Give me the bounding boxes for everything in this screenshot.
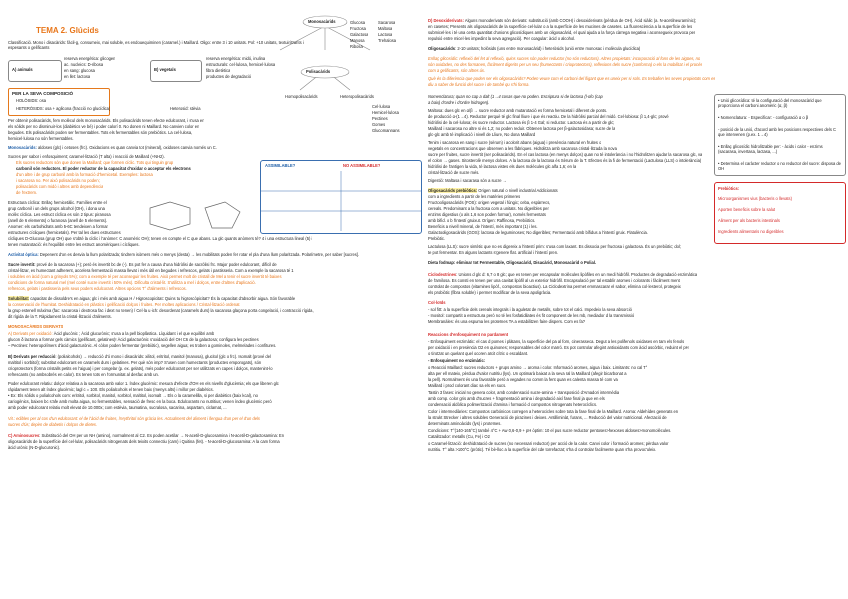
- b-3: crioprotectors (forma cristalls petits en l'aigua) i per congelar (p. ex. gelats), més poder edulcorant per ser utilitzats en capes i dolços, mantenint-lo: [8, 366, 273, 371]
- reserva-item-1: ac. nucleics: D-ribosa: [64, 62, 104, 67]
- tree-lines: [240, 10, 420, 140]
- ciclo-text: : Unions d glc d: 6,7 o 8 glc; que es tenen per encapsular molècules lipòfiles en un medi hidròfil. Productes de degradació enzimàtica: [456, 272, 698, 277]
- para-4: hemicel·lulosa no són fermentables.: [8, 136, 74, 141]
- vit-1: Vit.: edibles per al cos d'un edulcorant: el de l'àcid de fruites, l'erythritol són gràcia les. Actualment del aliment i llengua d'un per el d'un dels: [8, 416, 260, 421]
- reac-5: o Reacció Maillard: sucres reductors + grups amino → aroma i color. Informació aromes, aigua i baix. Limitants: no cal T°: [428, 365, 648, 370]
- tree-hetero: Heteropolisacàrids: [340, 94, 374, 99]
- d-4: repulsió entre micel·les impedint la seva agregació). Per coagular: àcid o alcohol.: [428, 36, 576, 41]
- vegetal-item-0: reserva energètica: midó, inulina: [206, 56, 266, 61]
- reac-2: per oxidació i en presència O2 en quinones; responsables del color marró. Es pot controlar afegint antioxidants com àcid ascòrbic, reduint el pH: [428, 345, 689, 350]
- tree-homo: Homopolisacàrids: [285, 94, 318, 99]
- para-1: Per obtenir polisacàrids, fem molècul dels monosacàrids. Els polisacàrids tenen efecte edulcorant, i s'usa en: [8, 118, 205, 123]
- d-2: en casetes; Presents als oligosacàrids de la superfície cel·lular o a la superfície de les mucines de casetes. La fluorescència a la superfície de les: [428, 24, 693, 29]
- tree-list3-1: Hemicel·lulosa: [372, 110, 399, 115]
- malt-2: de producció α-(1→4). Reductor perquè té glc final lliure i que és reactiu. De la hidròlisi parcial del midó. Cel·lobiosa: β 1,4-glc; prové: [428, 114, 669, 119]
- sucres-4: d'un altre i de grup carbonil amb la formació d'hemicetal. Exemples: lactosa: [16, 172, 153, 177]
- side-note-1: • Unió glicosídica: té la configuració del monosacàrid que proporciona el carboni anomèric (α, β): [718, 98, 822, 109]
- sol-head: Solubilitat:: [8, 296, 30, 301]
- reac-4: - Enfosquiment no enzimàtic:: [428, 358, 486, 363]
- pre-8: Galactooligosacàrids (GOS): lactosa de leguminoses; No digeribles; Fermentació amb bífidus a l'intestí gruix. Flatulència.: [428, 230, 648, 235]
- composition-title: PER LA SEVA COMPOSICIÓ: [12, 91, 74, 96]
- estr-6: estructures cícliques (hemicetals). Per tal les dues estructures: [8, 230, 121, 235]
- inv-head: Sucre invertit:: [8, 262, 36, 267]
- enl-3: com a gelificants, són altres ús.: [428, 68, 486, 73]
- sol-text: capacitat de dissoldre's en aigua; glc i més amb aigua H / Higroscopicitat: Quins tu higroscòpicitat? És la capacitat d'absorbir aigua. Són favorable: [29, 296, 296, 301]
- a-2: glucon δ lactona a formar gels càmics (gelificant, gelatines)! Àcid galacturònic s'oxidació del OH C6 de la galactosa; configura les pectines: [8, 337, 259, 342]
- tree-list1-1: Fructosa: [350, 26, 366, 31]
- enl-1: Enllaç glicosídic: reflexió del fet al reflexió, quins sucres són poder reductor (no són reductors). Altres propietats: incorporació al fons de les aigües, no: [428, 56, 701, 61]
- reac-8: Maillard i prod colorant diac sa els en sucs.: [428, 383, 507, 388]
- tree-list2-3: Trehalosa: [378, 38, 397, 43]
- ciclo-head: Ciclodextrines: [428, 272, 457, 277]
- b-7: • Ex: Els sòlids o polialcohols com: eritritol, sorbitol, manitol, sorbitol, maltitol, isomalt → Els o la caramelilla, si per diabètics (baix kcal), no: [8, 393, 258, 398]
- tree-list3-0: Cel·lulosa: [372, 104, 391, 109]
- sol-2: la conservació de l'humitat. Deshidratació en plàstics i gelificació dolços i fruites. Per moltes aplicacions / Cristal·lització ordenat: [8, 302, 240, 307]
- animals-box: [8, 60, 62, 82]
- estr-8: tenen mutarotació: és l'equilibri entre les estruct anomèriques i cícliques.: [8, 242, 140, 247]
- prebiotics-title: Prebiòtics:: [718, 186, 740, 191]
- right-column: [424, 0, 848, 599]
- act-text: Depenent d'on es desvia la llum polaritzada; tindrem isòmers més o menys (desta) → les mobilitats poden fer rotar el pla d'una llum polaritzada. Polarímetre, per saber [sucres].: [38, 252, 360, 257]
- prebiotics-item-3: Ingredients alimentaris no digeribles: [718, 229, 784, 234]
- mono-head: Monosacàrids:: [8, 145, 37, 150]
- vegetals-label: B) vegetals: [154, 67, 176, 72]
- act-line: [8, 252, 359, 257]
- pre-10: Lactulosa (LLS): sucre sintètic que no es digereix a l'intestí prim: s'usa com laxant. Es dissocia per fructosa i galactosa. És un prebiòtic; dol;: [428, 244, 681, 249]
- reserva-item-0: reserva energètica: glicogen: [64, 56, 116, 61]
- dieta: Dieta fodmap: eliminar tot Fermentable, Oligosacàrid, Disacàrid, Monosacàrid o Polial.: [428, 260, 597, 265]
- a-line: [8, 331, 214, 336]
- ciclo-4: els probiòtic (fibra soluble) i permet modificar de la seva apoligràcia.: [428, 290, 552, 295]
- q-1: Què és la diferència que poden ser els oligosacàrids? Poden veure com el carboni del lligant que es uneix per si sols. Es treballen les seves propietats com es: [428, 76, 716, 81]
- side-note-3: - posició de la unió, d'acord amb les posicions respectives dels C que intervenen (p.ex. 1→4): [718, 127, 836, 138]
- b-6: ràpidament tenen alt índex glucèmic; lagl c = 100. Els polialcohols el tenen baix (menys alts) i millor per diabètics.: [8, 387, 214, 392]
- reac-15: Condicions: T°(140-165°C) també 4°C + Aw 0,6-0,9 + pH òptim: 10 el pus sucre reductor pentoses>hexoses aldoses>monomolècules.: [428, 428, 672, 433]
- enl-2: són oxidades, no des formanen, fàcilment digerits per un seu (humectants i crioprotectors), reflexions dels sucre (conforma) o els la mobilitat i el procés: [428, 62, 703, 67]
- side-note-5: • Determina el caràcter reductor o no reductor del sucre: disposa de OH: [718, 161, 841, 172]
- heterosid-example: Heterosid: stèvia: [170, 106, 201, 111]
- reac-head: Reaccions d'enfosquiment no pardament: [428, 332, 509, 337]
- inv-text: prové de la sacarosa (+); però és invertit bc de (-). Es pot fer a causa d'una hidròlisi de sacròlisi frc. Major poder edulcorant, difícil de: [35, 262, 277, 267]
- estr-2: grup carbonil i un dels grups alcohol (OH), i dona una: [8, 206, 105, 211]
- pre-4: cereals. Predominant a la fructosa com a unitats. No digeribles per: [428, 206, 549, 211]
- ciclo-line: [428, 272, 697, 277]
- prebiotics-item-0: Microorganismes vius (bacteris o llevats): [718, 196, 792, 201]
- pre-3: Fructooligosacàrids (FOS): origen vegetal i fúngic; ceba, espàrrecs,: [428, 200, 551, 205]
- reac-9: Tastin 3 fases: inicial no genera color, amb condensació sucre-amina + transposició d'Amadori intermèdia: [428, 390, 620, 395]
- c-2: oligosacàrids de la superfície del cel·lular, polisacàrids nitrogenats dels teixits connectiu (cam) i Quitina (fet). - N-acetil-D-glucosamina: A la cam forma: [8, 439, 280, 444]
- assimilable-table: [260, 160, 422, 234]
- pre-9: Prebiòtic.: [428, 236, 446, 241]
- sol-4: dit rígida de la T. Ràpidament la cristal·lització d'aliments.: [8, 314, 112, 319]
- reac-10: amb comp. color gris amb d'sucres + fragmentació amina i degradació així fase final ja que en els: [428, 396, 605, 401]
- b-4: refrescants (no ambsobrés en calor). Es tenen tots en l'ormunitat al desfac amb un.: [8, 372, 159, 377]
- nom-2: a baix) d'ordre i d'ordre hidrogen).: [428, 100, 490, 105]
- inv-2: cristal·litzar, es humectant adherent, accelera fermentació massa llevat i més útil en begudes i refrescos, gelats i pastisseria. Com a exemple la sacarosa té 1: [8, 268, 294, 273]
- oligo-text: : 2-10 unitats; holòsids (uns entre monosacàrid) i heteròsids (unió entre monosac i molècula glucídica): [455, 46, 641, 51]
- tree-list3-2: Pectines: [372, 116, 388, 121]
- digest: Digestió: Maltasa i sacarasa són a sucre →: [428, 178, 507, 183]
- reac-6: alta per ell mateix, pèrdua d'valor nutritiu (lys). Un optimarà baixat a la seva ral la Maillard (afegir bicarbonat a: [428, 371, 627, 376]
- vit-2: sucres d'ús; depèn de diabetis i dolços de dietes.: [8, 422, 98, 427]
- b-text: : (polialcohols) → reducció d'ó mono i disacàrids: xilitol, eritritol, manitol (manosa), glucitol (glc o frc). Isomalt (prové del: [55, 354, 271, 359]
- sol-3: la grup estenell màxima (fac: sacarosa i dextrosa fac i dext no tenen) / Cel·la u·ich: desordenat (caramels durs) la sacarosa glaçona porta congelació, i contracció rígida,: [8, 308, 314, 313]
- tenir-6: cristal·lització de sucre més.: [428, 170, 480, 175]
- sol-line: [8, 296, 295, 301]
- d-3: submicel·les i té una certa quantitat d'unions glicosídiques amb un oligosacàrid, el qual ajuda a la força càrrega negativa i aconsegueix provoca per: [428, 30, 696, 35]
- animals-label: A) animals: [12, 67, 33, 72]
- reserva-item-2: en sang: glucosa: [64, 68, 95, 73]
- col-head: Col·loïds: [428, 300, 446, 305]
- reac-1: - Enfosquiment enzimàtic: el cas d pomes i plàtans, la superfície del pa al forn, cinerasseca. Degut a les polifenols oxidases en tam els fenols: [428, 339, 685, 344]
- sucres-5: i sacarosa no. Per això polisacàrids no poden;: [16, 178, 100, 183]
- c-text: : Substitució del OH per un NH (amino), normalment al C2. Es poden acetilar → N-acetil-D-glucosamina i N-acetil-D-galactosamina: En: [39, 433, 285, 438]
- reac-7: la pell). Normalment és una favorable però a vegades no comm la fent quan es calenta massa té com va: [428, 377, 618, 382]
- assim-head: ASSIMILABLE?: [265, 163, 296, 168]
- b-2: maltitol i sorbitol); substitut edulcorant en caramels durs i gelatines. Per què són imp? S'usen com humectants (productes emporogats), són: [8, 360, 262, 365]
- prebiotics-item-2: Aliment per als bacteris intestinals: [718, 218, 780, 223]
- sucres-3: carbonil són reductors. El poder reductor de la capacitat d'oxidar o acceptar els electrons: [16, 166, 191, 171]
- malt-4: Maillard i sacarosa no altre si és 1,2; no poden reduir. Obtenen lactosa per β-galactosidasa; sucre de la: [428, 126, 616, 131]
- oligo-head: Oligosacàrids: [428, 46, 456, 51]
- vegetal-item-3: productes de degradació: [206, 74, 252, 79]
- nom-1: Nomenclatura; quan no cap a dalt (1→4 cosas que no poden. Escriptura si de lactosa (l-ofo (cap: [428, 94, 603, 99]
- reserva-item-3: en llet: lactosa: [64, 74, 91, 79]
- composition-item-0: HOLÒSIDS: osa: [16, 98, 47, 103]
- d-head: D) Desoxiderivats:: [428, 18, 464, 23]
- tree-list2-2: Lactosa: [378, 32, 393, 37]
- b-9: amb poder edulcorant relatiu molt elevat de 10.000x; com estèvia, taumatina, sucralosa, sacarina, aspartam, ciclamat, ...: [8, 405, 227, 410]
- c-line: [8, 433, 284, 438]
- tenir-5: hidròlisi de l'antigen la vida, té lactosa vistes els dues molècules glc alfa 1,6; en la: [428, 164, 577, 169]
- tree-list1-4: Ribosa: [350, 44, 363, 49]
- page-title: TEMA 2. Glúcids: [36, 26, 99, 35]
- pre-2: com a ingredients a partir de les matèries primeres: [428, 194, 521, 199]
- tenir-3: sucre per fruites, sucre invertit (ser polisacàrids). En el cas lactosa (en menys dolços) quan no té intolerància i no l'hidrolitzen ajudar la sacarosa glc, va: [428, 152, 703, 157]
- tree-list1-0: Glucosa: [350, 20, 366, 25]
- estr-5: Anomer: els carbohidrats amb 5-6C tendeixen a formar: [8, 224, 108, 229]
- pre-7: Beneficis a nivell mineral, de l'intestí, més important (1) i les.: [428, 224, 538, 229]
- tenir-4: el colon → gases. Sitosterolè menys dolces. A la lactosa de la lactosa és Sèrum de la T. Efectes és la fi de fermentació (Lactulosa (LLS) o intolerància): [428, 158, 702, 163]
- tenir-2: vegetals en concentracions que observen a les fàbriques. Hidrolitza amb sacarosa cristal·litzada la nova: [428, 146, 617, 151]
- b-line: [8, 354, 271, 359]
- tree-list2-1: Maltosa: [378, 26, 393, 31]
- pre-5: enzims digestius (o als 1,6 son poden formar), només fermentats: [428, 212, 546, 217]
- composition-item-1: HETERÒSIDS: osa + aglicona (fracció no glucídica): [16, 106, 111, 111]
- estr-7: cícliques D-Glucosa (grup OH) que s'obté la cíclic i l'anòmer: C anomèric OH); tenen en compte el C que abans. La glc quants anòmers té? 4 i una estructura lineal (5) i: [8, 236, 313, 241]
- sucres-1: Sucres per sabor i enfosquiment; caramel·lització (T alta) i reacció de Maillard (+NH2).: [8, 154, 165, 159]
- reac-14: determinats aminoàcids (lys) i proteïnes.: [428, 421, 502, 426]
- ciclo-3: controlat de compostos (vitamines lipòf., compostos bioactius). La Ciclodextrina permet emmascarar el sabor, elimina col·lesterol, protegeix: [428, 284, 681, 289]
- estr-1: Estructura cíclica: Enllaç hemicetàlic. Famílies entre el: [8, 200, 107, 205]
- side-note-2: • Nomenclatura: - Especificar: - configuració α o β: [718, 115, 809, 120]
- a-3: – Pectines: heteropolímers d'àcid galacturònic. Al còlon poden fermentar (prebiòtic), segellen aigua; es troben a gominoles, melmelades i confitures.: [8, 343, 277, 348]
- pre-6: amb bifid. o b l'intestí gruixut. Orígen: Raffinosa, Prebiòtics.: [428, 218, 536, 223]
- tenir-1: Tenim i sacarosa en sang i sucre (sèrum) i acolorit abans (aigua) i presència natural en fruites o: [428, 140, 602, 145]
- c-head: C) Aminosucres: [8, 433, 40, 438]
- glycosidic-notes-box: [714, 94, 846, 176]
- prebiotics-box: [714, 182, 846, 244]
- c-3: àcid urònic (N-D-glucuronic).: [8, 445, 61, 450]
- mono-line: [8, 145, 217, 150]
- malt-1: Maltosa: dues glc en α/β → sucre reductor amb mutarotació es forma hemicetal i diferent de ponts.: [428, 108, 608, 113]
- reac-11: condensació aldòlica polimerització d'amina i formació d compostos nitrogenats heterocíclics.: [428, 402, 598, 407]
- tree-poli: Polisacàrids: [306, 69, 331, 74]
- reac-18: nutritiu. T° alta >100°C (pròtic). Té bè-lloc a la superfície del cde torrefactat; s'ha d controlar facilmente quan s'ha provoc'uleix.: [428, 447, 657, 452]
- sucres-6: polisacàrids com midó i altres amb dependència: [16, 184, 104, 189]
- deriv-heading: MONOSACÀRIDS DERIVATS: [8, 324, 64, 329]
- assim-grid: [261, 171, 421, 231]
- act-head: Activitat òptica:: [8, 252, 39, 257]
- classification-text: Classificació. Mono i disacàrids: fàcil-g, consumeix, mai soluble, es endouequiminen (caramel.) i Maillard. Oligo: entre 3 i 10 unitats. Pol: +10 unitats, textuiritzants i espesants o gelificants: [8, 40, 304, 51]
- malt-5: glc-glc amb té implicació i nivell de Lliure, No dona Maillard: [428, 132, 536, 137]
- sucres-7: de l'extrem.: [16, 190, 38, 195]
- pre-11: te pot fermentar. En alguns lactants s'genere flat. artificial i l'intestí pren.: [428, 250, 559, 255]
- tree-list3-3: Gomes: [372, 122, 386, 127]
- ciclo-2: de l'amilosa. Es consti en tenen per una cavitat lipòfil al un exterior hidròfil. Encapsulació per tal establir aromes i colorants i fàcilment ment: [428, 278, 680, 283]
- q-2: diu a saber de funció del sucre i de també qu s'hi forma.: [428, 82, 530, 87]
- mono-text: aldoses (glc) i cetoses (frc). Oxidacions es quan canvia tot (mineral), oxidoses canvia només un C.: [36, 145, 217, 150]
- oligo-line: [428, 46, 640, 51]
- para-3: begudes. Els polisacàrids poden ser fermentables. Tots els fermentables són prebiòtics. La cel·lulosa,: [8, 130, 193, 135]
- noassim-head: NO ASSIMILABLE?: [343, 163, 381, 168]
- b-5: Poder edulcorant relatiu: dolçor relativa a la sacarosa amb valor 1. Índex glucèmic: mesura d'efecte d'OH en els nivells d'glucèmia; els que liberen glc: [8, 381, 279, 386]
- a-text: Àcid glucònic ; Àcid glucurònic; s'usa a la pell bioplàstica. Líquidant i el que equilibri amb: [52, 331, 215, 336]
- pre-line: [428, 188, 558, 193]
- tree-list1-2: Galactosa: [350, 32, 369, 37]
- reac-12: Color i intermediàries: Compostos carbónicos corregen a heterocicles sobre tota la fase final de la Maillard. Aroma: Aldehídes generats en: [428, 409, 679, 414]
- tree-list3-4: Glucomannans: [372, 128, 400, 133]
- col-3: Membranàles: és una espuma les proteïnes TA a estabilitzen faire dispers. Com es fa?: [428, 319, 586, 324]
- a-head: A) Derivats per oxidació:: [8, 331, 53, 336]
- inv-3: i solubles en àcid (com a grinyols 5%); com a exemple té per aconseguir les fruites. Això permet molt de cristall de Mel a tenir el sucre invertit té baixes: [8, 274, 282, 279]
- pre-text: Origen natural o nivell industrial Addicionats: [477, 188, 558, 193]
- d-text: Alguns monoderivats són derivats: substitució (amb COOH) i desoxiderivats (pèrdua de OH). Àcid siàlic (a. N-acetilneuramínic);: [463, 18, 697, 23]
- tree-list1-3: Manosa: [350, 38, 365, 43]
- vegetal-item-1: estructurals: cel·lulosa, hemicel·lulosa: [206, 62, 276, 67]
- vegetal-item-2: fibra dietètica: [206, 68, 231, 73]
- prebiotics-item-1: Aporten beneficis sobre la salut: [718, 207, 776, 212]
- vegetals-box: [150, 60, 202, 82]
- inv-line: [8, 262, 277, 267]
- pyranose-ring-sketch: [140, 198, 250, 238]
- estr-3: molèc cíclica. Les estruct cíclica es són 2 tipus: piranosa: [8, 212, 111, 217]
- col-2: - Inositol: compartit a estructura però no té les fosfatidilates és fit component de les mb, mediador d la transmissió: [428, 313, 635, 318]
- b-head: B) Derivats per reducció: [8, 354, 56, 359]
- side-note-4: • Enllaç glicosídic hidrolitzable per: - àcids i calor - enzims (sacarasa, invertasa, lactasa, ...): [718, 144, 823, 155]
- pre-head: Oligosacàrids prebiòtics:: [428, 188, 478, 193]
- estr-4: (anell de 6 elements) o furanosa (anell de 5 elements).: [8, 218, 108, 223]
- reac-17: o Caramel·lització: deshidratació de sucres (no necessari reductor) per acció de la calor. Canvi color i formació aromes; pèrdua valor: [428, 441, 669, 446]
- b-8: cariogènics, baixen bc s'afe amb molta aigua, no fermentables, sensació de fresc en la boca. Edulcorants no nutritius; venen índex glucèmic però: [8, 399, 272, 404]
- tree-list2-0: Sacarosa: [378, 20, 396, 25]
- sucres-2: Els sucres reductors són que donen la Maillard; que formen cíclic. Tots qui tinguin grup: [16, 160, 174, 165]
- reac-13: la strukt Strecker i altres solubles Generació de pirazines i deixes. Antilliminàt, furans, ... Reducció del valor nutricional. Afectació de: [428, 415, 667, 420]
- col-1: - sol fitt: a la superfície dels cereals integrals i la aguletat de metalls, sobre tot el calci. Impedeix la seva absorció: [428, 307, 632, 312]
- d-line: [428, 18, 696, 23]
- reac-16: Catalitzador: metalls (Cu, Fe) i O2: [428, 434, 490, 439]
- malt-3: hidròlisi de la cel·lulosa; és sucre reductor. Lactosa és β 1-4 Gal; si reductor. Lactosa és a partir de glc;: [428, 120, 615, 125]
- para-2: els sòlids per no disminuir-los (diabètics ve bé) i poder calorí 0. No donen ni Maillard. No canvien color en: [8, 124, 200, 129]
- tree-root: Monosacàrids: [308, 19, 336, 24]
- inv-4: condicions de forma natural mel (mel conté sucre invertit i 50% més). Dificulta cristal·lit. S'utilitza a mel i dolços, entre d'altres d'aplicació.: [8, 280, 256, 285]
- reac-3: o tirotzat un quelant quel ocoren aïcit cítric o escaldant.: [428, 351, 529, 356]
- inv-5: refrescos, gelats i pastisseria pels seus poders edulcorant. Altres opcions T° d'aliments i refrescos.: [8, 286, 187, 291]
